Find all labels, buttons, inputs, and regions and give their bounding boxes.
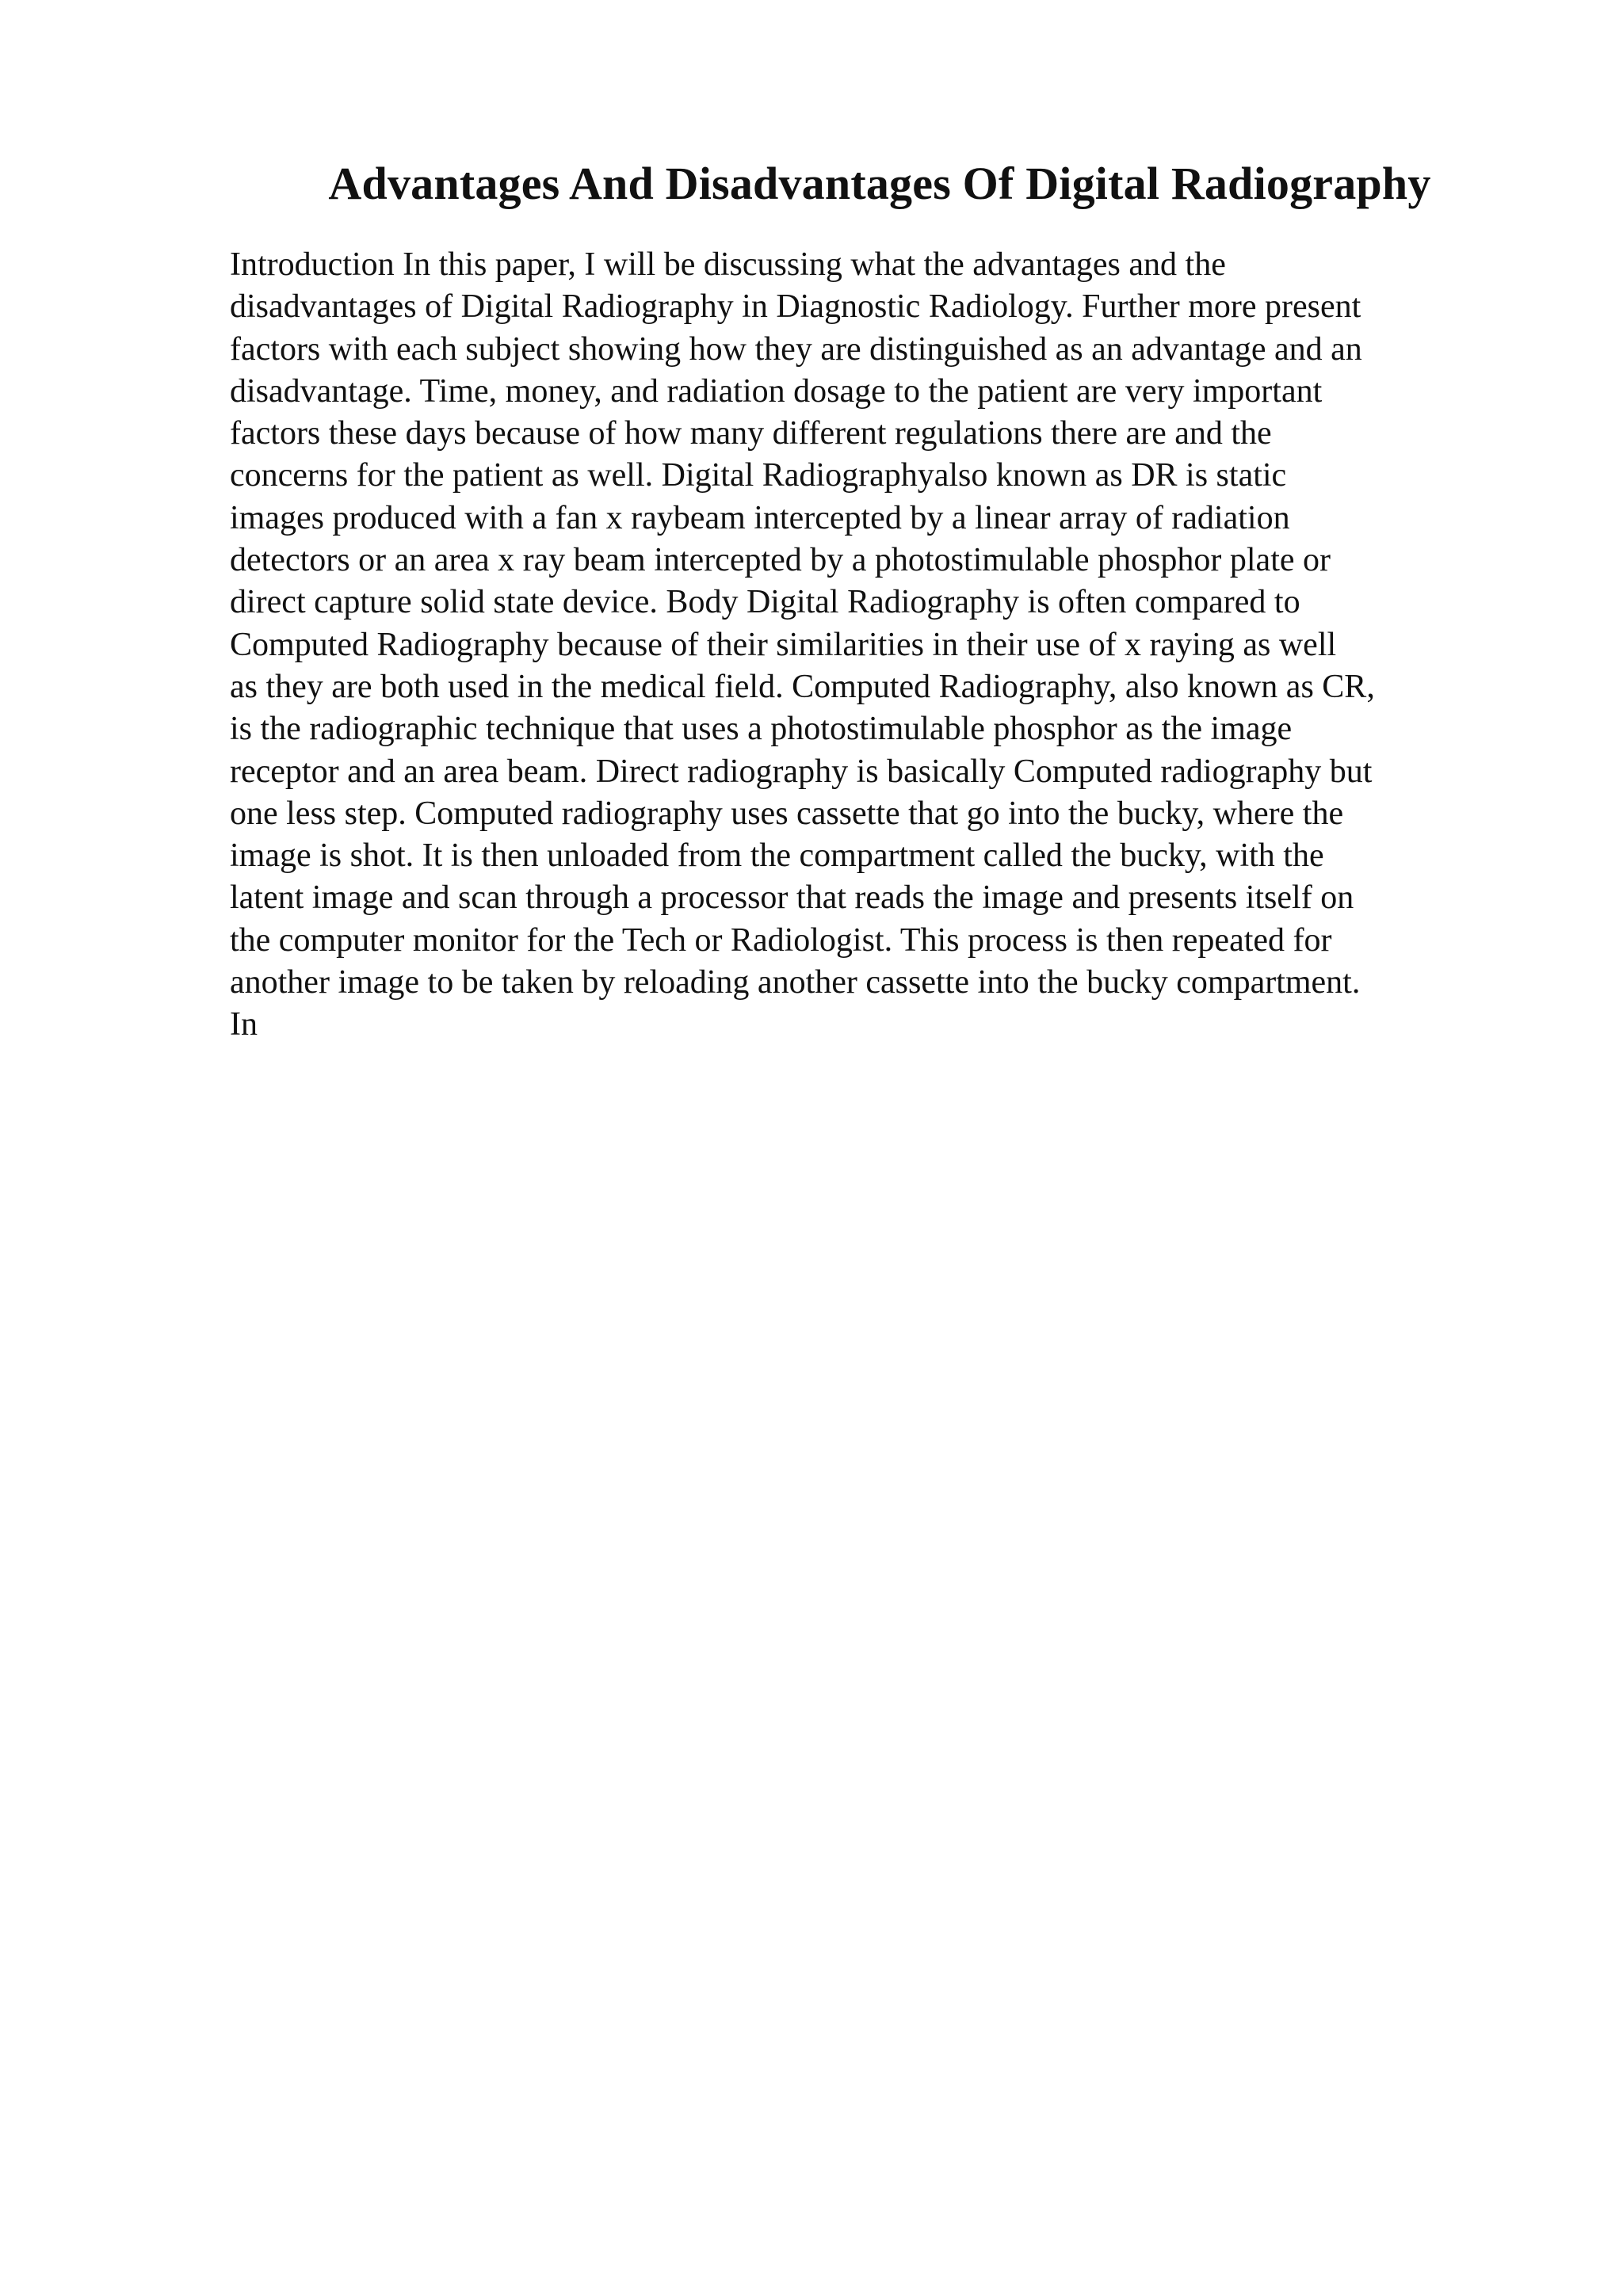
body-line: disadvantage. Time, money, and radiation dosage to the patient are very important: [230, 372, 1323, 410]
body-line: detectors or an area x ray beam intercepted by a photostimulable phosphor plate or: [230, 542, 1331, 579]
document-body: [230, 244, 1529, 1047]
body-line: receptor and an area beam. Direct radiography is basically Computed radiography but: [230, 753, 1373, 790]
body-line: factors these days because of how many different regulations there are and the: [230, 415, 1272, 452]
body-line: the computer monitor for the Tech or Radiologist. This process is then repeated for: [230, 921, 1332, 959]
body-line: In: [230, 1006, 258, 1043]
body-line: another image to be taken by reloading another cassette into the bucky compartment.: [230, 964, 1361, 1001]
body-line: one less step. Computed radiography uses cassette that go into the bucky, where the: [230, 795, 1344, 832]
body-line: image is shot. It is then unloaded from the compartment called the bucky, with the: [230, 837, 1324, 875]
body-line: as they are both used in the medical field. Computed Radiography, also known as CR,: [230, 668, 1375, 705]
body-line: images produced with a fan x raybeam intercepted by a linear array of radiation: [230, 499, 1290, 536]
body-line: direct capture solid state device. Body Digital Radiography is often compared to: [230, 584, 1300, 621]
body-line: disadvantages of Digital Radiography in Diagnostic Radiology. Further more present: [230, 288, 1361, 326]
body-line: Introduction In this paper, I will be discussing what the advantages and the: [230, 246, 1226, 283]
body-line: Computed Radiography because of their similarities in their use of x raying as well: [230, 626, 1337, 663]
document-title: Advantages And Disadvantages Of Digital Radiography: [328, 158, 1431, 209]
body-line: latent image and scan through a processor that reads the image and presents itself on: [230, 879, 1354, 917]
body-line: concerns for the patient as well. Digital Radiographyalso known as DR is static: [230, 457, 1287, 494]
body-line: is the radiographic technique that uses a photostimulable phosphor as the image: [230, 711, 1293, 748]
body-line: factors with each subject showing how they are distinguished as an advantage and an: [230, 330, 1362, 368]
